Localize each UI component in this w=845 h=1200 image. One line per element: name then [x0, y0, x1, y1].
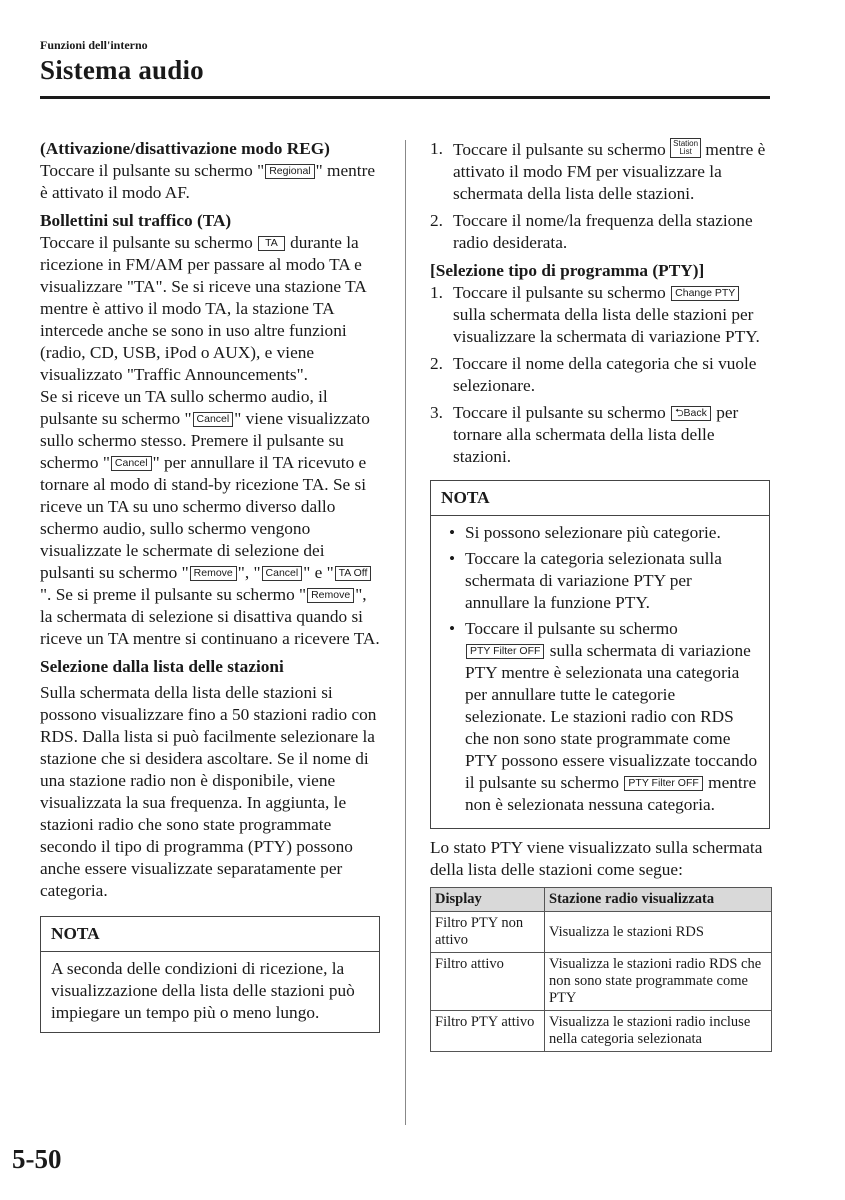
nota-bullets: [441, 522, 759, 816]
ta-text-b: durante la ricezione in FM/AM per passare al modo TA e visualizzare "TA". Se si riceve una stazione TA mentre è attivo il modo TA, la stazione TA intercede anche se sono in uso altre funzioni (radio, CD, USB, iPod o AUX), e viene visualizzato "Traffic Announcements".: [40, 233, 366, 384]
step-number: 2.: [430, 211, 443, 230]
section-label: Funzioni dell'interno: [40, 38, 148, 52]
list-item: • Toccare la categoria selezionata sulla schermata di variazione PTY per annullare la funzione PTY.: [441, 548, 759, 614]
nota-title: NOTA: [41, 917, 379, 952]
remove-button-icon: Remove: [190, 566, 237, 581]
step-text: per tornare alla schermata della lista delle stazioni.: [453, 403, 739, 466]
station-list-steps: [430, 138, 770, 254]
ta2-text-d: ", ": [237, 563, 261, 582]
cancel-button-icon: Cancel: [193, 412, 234, 427]
step-number: 1.: [430, 283, 443, 302]
ta-paragraph-2: [40, 386, 380, 650]
nota-text: A seconda delle condizioni di ricezione, la visualizzazione della lista delle stazioni può impiegare un tempo più o meno lungo.: [51, 959, 355, 1022]
list-paragraph: Sulla schermata della lista delle stazioni si possono visualizzare fino a 50 stazioni radio con RDS. Dalla lista si può facilmente selezionare la stazione che si desidera ascoltare. Se il nome di una stazione radio non è disponibile, viene visualizzata la sua frequenza. In aggiunta, le stazioni radio che sono state programmate secondo il tipo di programma (PTY) possono anche essere visualizzate separatamente per categoria.: [40, 683, 377, 900]
pty-filter-off-button-icon: PTY Filter OFF: [466, 644, 544, 659]
nota-box-right: [430, 480, 770, 829]
remove-button-icon: Remove: [307, 588, 354, 603]
page-title: Sistema audio: [40, 55, 204, 85]
table-cell: Visualizza le stazioni RDS: [545, 912, 772, 953]
left-column: [40, 138, 380, 1041]
ta-paragraph-1: [40, 232, 380, 386]
table-header-cell: Display: [431, 888, 545, 912]
table-row: [431, 953, 772, 1011]
reg-heading: (Attivazione/disattivazione modo REG): [40, 139, 330, 158]
cancel-button-icon: Cancel: [262, 566, 303, 581]
step-text: Toccare il nome/la frequenza della stazione radio desiderata.: [453, 211, 753, 252]
table-cell: Filtro attivo: [431, 953, 545, 1011]
ta2-text-g: ", la schermata di selezione si disattiva quando si riceve un TA mentre si continuano a ricevere TA.: [40, 585, 380, 648]
back-button-icon: ⮌Back: [671, 406, 711, 421]
ta2-text-a: Se si riceve un TA sullo schermo audio, il pulsante su schermo ": [40, 387, 328, 428]
pty-state-text: Lo stato PTY viene visualizzato sulla schermata della lista delle stazioni come segue:: [430, 838, 763, 879]
change-pty-button-icon: Change PTY: [671, 286, 739, 301]
ta-text-a: Toccare il pulsante su schermo: [40, 233, 253, 252]
ta-button-icon: TA: [258, 236, 285, 251]
ta2-text-f: ". Se si preme il pulsante su schermo ": [40, 585, 307, 604]
table-cell: Visualizza le stazioni radio RDS che non sono state programmate come PTY: [545, 953, 772, 1011]
ta2-text-b: " viene visualizzato sullo schermo stesso. Premere il pulsante su schermo ": [40, 409, 370, 472]
list-item: [430, 353, 770, 397]
list-item: • Si possono selezionare più categorie.: [441, 522, 759, 544]
step-number: 2.: [430, 354, 443, 373]
pty-filter-off-button-icon: PTY Filter OFF: [624, 776, 702, 791]
table-cell: Filtro PTY non attivo: [431, 912, 545, 953]
cancel-button-icon: Cancel: [111, 456, 152, 471]
step-number: 1.: [430, 139, 443, 158]
list-item: [430, 282, 770, 348]
ta2-text-e: " e ": [303, 563, 334, 582]
pty-heading: [Selezione tipo di programma (PTY)]: [430, 261, 705, 280]
list-item: [430, 138, 770, 205]
step-text: Toccare il pulsante su schermo: [453, 140, 666, 159]
table-cell: Filtro PTY attivo: [431, 1011, 545, 1052]
regional-button-icon: Regional: [265, 164, 314, 179]
page-number: 5-50: [12, 1144, 62, 1174]
ta2-text-c: " per annullare il TA ricevuto e tornare al modo di stand-by ricezione TA. Se si riceve un TA su uno schermo diverso dallo schermo audio, sullo schermo vengono visualizzate le schermate di selezione dei pulsanti su schermo ": [40, 453, 367, 582]
pty-state-table: [430, 887, 772, 1052]
nota-body: [431, 516, 769, 828]
table-cell: Visualizza le stazioni radio incluse nella categoria selezionata: [545, 1011, 772, 1052]
right-column: [430, 138, 770, 1052]
list-item: [430, 402, 770, 468]
title-rule: [40, 96, 770, 99]
list-item: [430, 210, 770, 254]
step-text: sulla schermata della lista delle stazioni per visualizzare la schermata di variazione PTY.: [453, 305, 760, 346]
column-divider: [405, 140, 406, 1125]
step-text: Toccare il pulsante su schermo: [453, 283, 666, 302]
nota-title: NOTA: [431, 481, 769, 516]
table-row: [431, 912, 772, 953]
reg-text-a: Toccare il pulsante su schermo ": [40, 161, 265, 180]
ta-off-button-icon: TA Off: [335, 566, 372, 581]
table-header-cell: Stazione radio visualizzata: [545, 888, 772, 912]
step-text: Toccare il nome della categoria che si vuole selezionare.: [453, 354, 757, 395]
ta-heading: Bollettini sul traffico (TA): [40, 211, 232, 230]
step-number: 3.: [430, 403, 443, 422]
station-list-button-icon: Station List: [670, 138, 701, 158]
reg-paragraph: [40, 160, 380, 204]
nota-box-left: [40, 916, 380, 1033]
list-item: • Toccare il pulsante su schermo PTY Filter OFF sulla schermata di variazione PTY mentre è selezionata una categoria per annullare tutte le categorie selezionate. Le stazioni radio con RDS che non sono state programmate come PTY possono essere visualizzate toccando il pulsante su schermo PTY Filter OFF mentre non è selezionata nessuna categoria.: [441, 618, 759, 816]
table-header-row: [431, 888, 772, 912]
table-row: [431, 1011, 772, 1052]
pty-steps: [430, 282, 770, 468]
list-heading: Selezione dalla lista delle stazioni: [40, 657, 284, 676]
reg-text-b: " mentre è attivato il modo AF.: [40, 161, 375, 202]
step-text: Toccare il pulsante su schermo: [453, 403, 666, 422]
step-text: mentre è attivato il modo FM per visualizzare la schermata della lista delle stazioni.: [453, 140, 766, 203]
